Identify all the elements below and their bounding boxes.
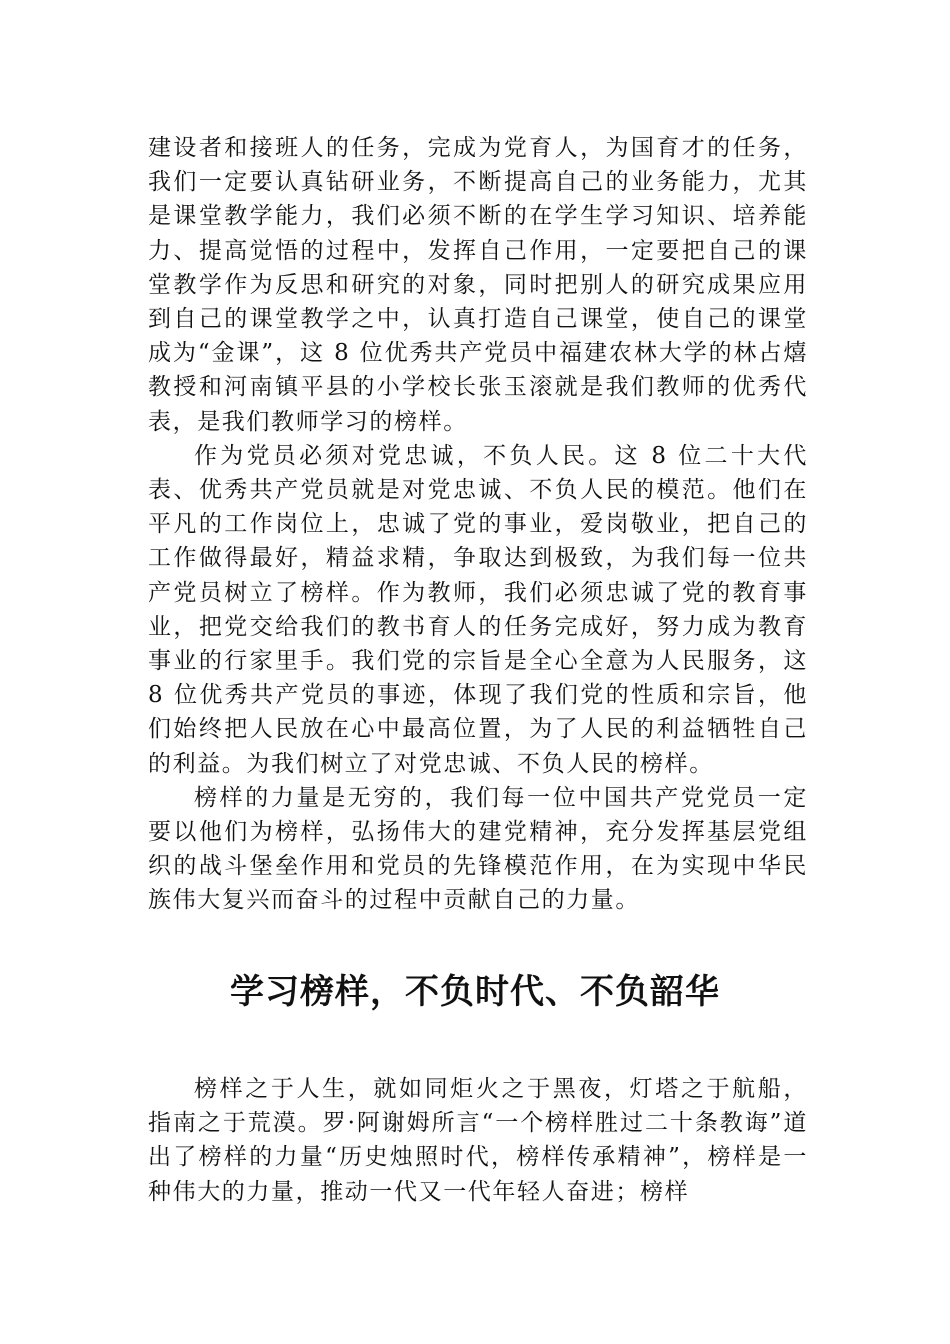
paragraph-role-model-intro: 榜样之于人生，就如同炬火之于黑夜，灯塔之于航船，指南之于荒漠。罗·阿谢姆所言“一个榜样胜过二十条教诲”道出了榜样的力量“历史烛照时代，榜样传承精神”，榜样是一种伟大的力量，推动一代又一代年轻人奋进；榜样 (148, 1076, 808, 1205)
section-2-body (148, 1072, 808, 1209)
section-2-title: 学习榜样，不负时代、不负韶华 (230, 972, 720, 1012)
paragraph-loyalty: 作为党员必须对党忠诚，不负人民。这 8 位二十大代表、优秀共产党员就是对党忠诚、不负人民的模范。他们在平凡的工作岗位上，忠诚了党的事业，爱岗敬业，把自己的工作做得最好，精益求精，争取达到极致，为我们每一位共产党员树立了榜样。作为教师，我们必须忠诚了党的教育事业，把党交给我们的教书育人的任务完成好，努力成为教育事业的行家里手。我们党的宗旨是全心全意为人民服务，这 8 位优秀共产党员的事迹，体现了我们党的性质和宗旨，他们始终把人民放在心中最高位置，为了人民的利益牺牲自己的利益。为我们树立了对党忠诚、不负人民的榜样。 (148, 442, 808, 777)
section-1-body (148, 131, 808, 918)
paragraph-continuation: 建设者和接班人的任务，完成为党育人，为国育才的任务，我们一定要认真钻研业务，不断提高自己的业务能力，尤其是课堂教学能力，我们必须不断的在学生学习知识、培养能力、提高觉悟的过程中，发挥自己作用，一定要把自己的课堂教学作为反思和研究的对象，同时把别人的研究成果应用到自己的课堂教学之中，认真打造自己课堂，使自己的课堂成为“金课”，这 8 位优秀共产党员中福建农林大学的林占熺教授和河南镇平县的小学校长张玉滚就是我们教师的优秀代表，是我们教师学习的榜样。 (148, 135, 808, 435)
paragraph-role-model-power: 榜样的力量是无穷的，我们每一位中国共产党党员一定要以他们为榜样，弘扬伟大的建党精神，充分发挥基层党组织的战斗堡垒作用和党员的先锋模范作用，在为实现中华民族伟大复兴而奋斗的过程中贡献自己的力量。 (148, 784, 808, 914)
